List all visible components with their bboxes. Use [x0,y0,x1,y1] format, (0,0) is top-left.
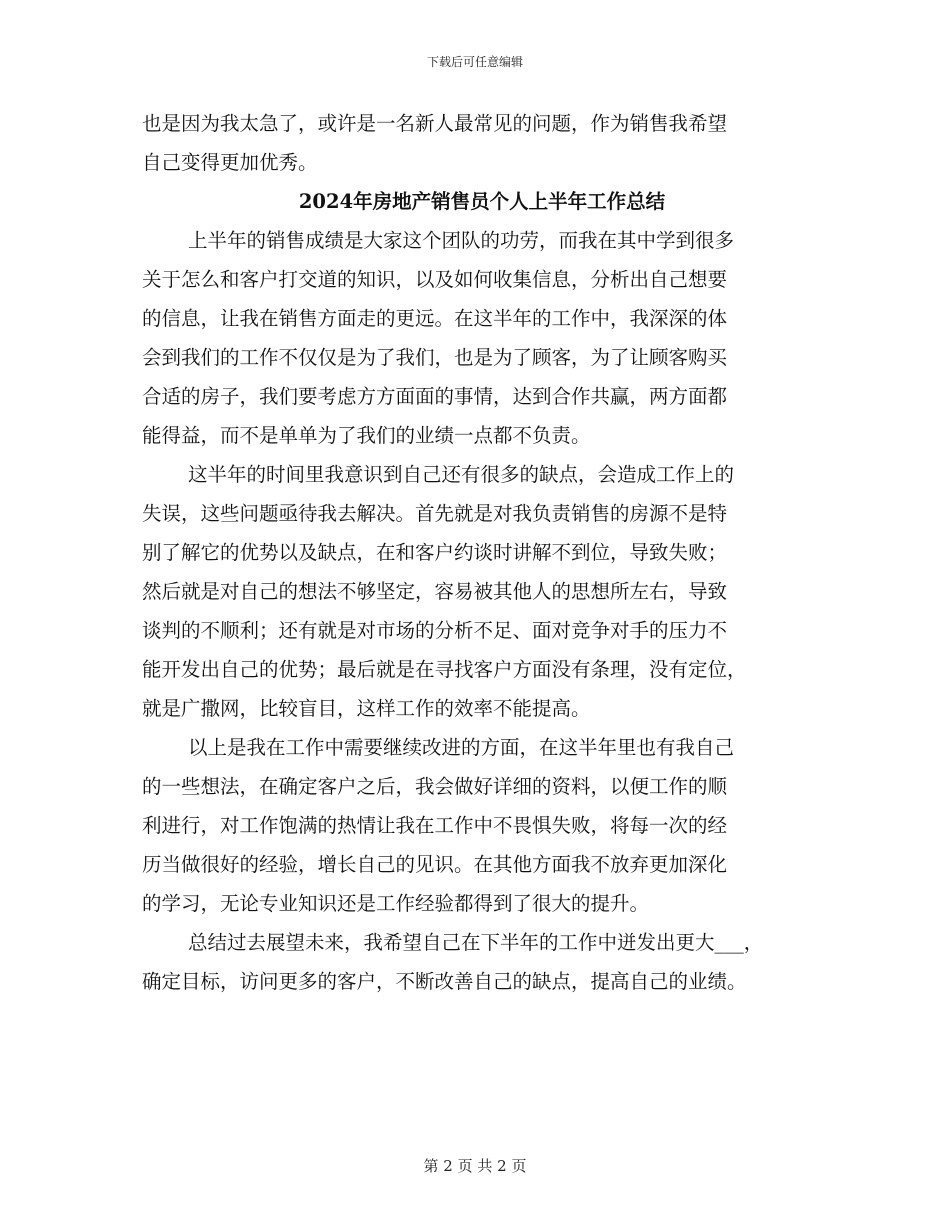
text-line: 利进行，对工作饱满的热情让我在工作中不畏惧失败，将每一次的经 [142,814,728,837]
text-line: 以上是我在工作中需要继续改进的方面，在这半年里也有我自己 [188,736,735,759]
paragraph-1 [142,221,822,455]
paragraph-3 [142,728,822,923]
text-line: 自己变得更加优秀。 [142,151,318,174]
page-footer: 第 2 页 共 2 页 [423,1157,527,1175]
text-line: 然后就是对自己的想法不够坚定，容易被其他人的思想所左右，导致 [142,580,728,603]
text-line: 就是广撒网，比较盲目，这样工作的效率不能提高。 [142,697,591,720]
text-line: 关于怎么和客户打交道的知识，以及如何收集信息，分析出自己想要 [142,268,728,291]
text-line: 的学习，无论专业知识还是工作经验都得到了很大的提升。 [142,892,650,915]
document-title: 2024年房地产销售员个人上半年工作总结 [298,190,666,213]
paragraph-2 [142,455,822,728]
text-line: 确定目标，访问更多的客户，不断改善自己的缺点，提高自己的业绩。 [142,970,747,993]
text-line: 谈判的不顺利；还有就是对市场的分析不足、面对竞争对手的压力不 [142,619,728,642]
text-line: 会到我们的工作不仅仅是为了我们，也是为了顾客，为了让顾客购买 [142,346,728,369]
text-line: 历当做很好的经验，增长自己的见识。在其他方面我不放弃更加深化 [142,853,728,876]
page-header: 下载后可任意编辑 [426,55,523,69]
text-line: 这半年的时间里我意识到自己还有很多的缺点，会造成工作上的 [188,463,735,486]
text-line: 合适的房子，我们要考虑方方面面的事情，达到合作共赢，两方面都 [142,385,728,408]
text-line: 能得益，而不是单单为了我们的业绩一点都不负责。 [142,424,591,447]
document-body [142,104,822,1001]
text-line: 的信息，让我在销售方面走的更远。在这半年的工作中，我深深的体 [142,307,728,330]
paragraph-4 [142,923,822,1001]
text-line: 能开发出自己的优势；最后就是在寻找客户方面没有条理，没有定位， [142,658,747,681]
text-line: 的一些想法，在确定客户之后，我会做好详细的资料，以便工作的顺 [142,775,728,798]
text-line: 别了解它的优势以及缺点，在和客户约谈时讲解不到位，导致失败； [142,541,728,564]
text-line: 上半年的销售成绩是大家这个团队的功劳，而我在其中学到很多 [188,229,735,252]
text-line: 总结过去展望未来，我希望自己在下半年的工作中迸发出更大___， [188,931,764,954]
text-line: 失误，这些问题亟待我去解决。首先就是对我负责销售的房源不是特 [142,502,728,525]
text-line: 也是因为我太急了，或许是一名新人最常见的问题，作为销售我希望 [142,112,728,135]
intro-paragraph [142,104,822,182]
